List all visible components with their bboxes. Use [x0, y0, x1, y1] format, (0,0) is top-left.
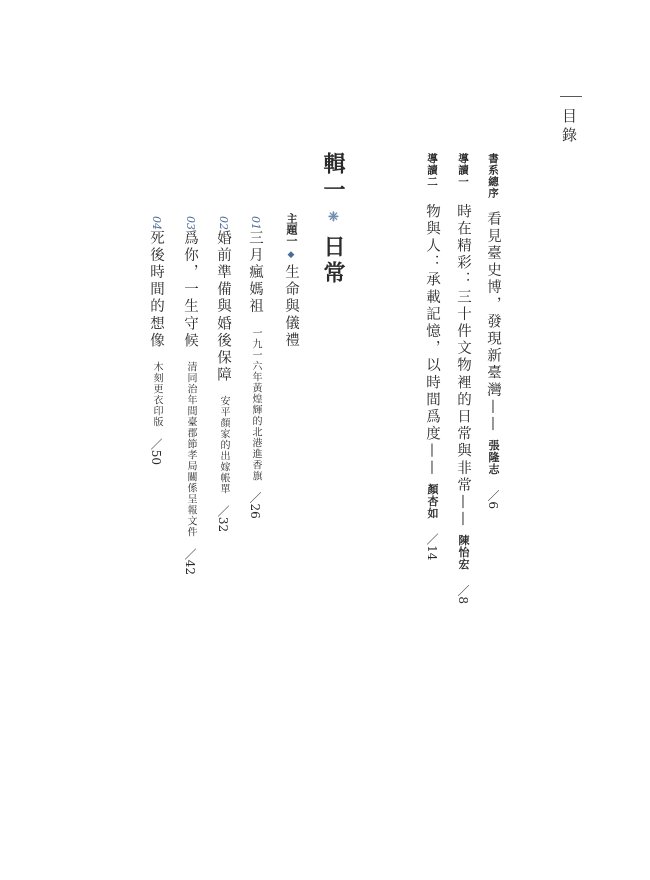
part-heading — [322, 152, 344, 287]
entry-title: 婚前準備與婚後保障 — [215, 230, 231, 384]
entry-author: 張隆志 — [487, 439, 500, 476]
toc-entry-03[interactable] — [182, 216, 198, 575]
entry-subtitle: 清同治年間臺郡節孝局關係呈報文件 — [185, 361, 196, 538]
topic-label: 主題一 — [285, 213, 298, 246]
entry-label: 導讀一 — [457, 153, 469, 188]
entry-dash: —— — [424, 442, 440, 478]
entry-author: 陳怡宏 — [457, 534, 470, 571]
entry-page: ／32 — [216, 504, 230, 533]
entry-subtitle: 一九一六年黃煌輝的北港進香旗 — [250, 327, 261, 482]
entry-title: 死後時間的想像 — [148, 230, 164, 350]
part-label: 輯一 — [320, 152, 346, 204]
toc-entry-02[interactable] — [215, 216, 231, 532]
entry-title: 爲你，一生守候 — [182, 230, 198, 350]
ornament-icon: ❈ — [326, 210, 341, 229]
entry-label: 導讀二 — [426, 153, 438, 188]
entry-page: ／50 — [149, 437, 163, 465]
entry-label: 書系總序 — [487, 153, 499, 199]
toc-title: 目錄 — [560, 108, 578, 146]
diamond-icon: ◆ — [286, 250, 296, 260]
topic-heading — [283, 213, 299, 350]
toc-entry-series-preface[interactable] — [485, 153, 501, 509]
toc-entry-guide-two[interactable] — [424, 153, 440, 560]
part-title: 日常 — [320, 235, 346, 287]
entry-title: 三月瘋媽祖 — [247, 230, 263, 316]
entry-number: 02 — [217, 216, 230, 230]
entry-title: 看見臺史博，發現新臺灣 — [485, 211, 501, 400]
title-marker-line — [560, 96, 582, 97]
entry-page: ／42 — [183, 547, 197, 575]
entry-dash: —— — [485, 399, 501, 434]
toc-entry-04[interactable] — [148, 216, 164, 465]
entry-number: 04 — [150, 216, 163, 230]
toc-entry-guide-one[interactable] — [455, 153, 471, 604]
entry-page: ／6 — [486, 489, 500, 509]
entry-subtitle: 木刻更衣印版 — [151, 361, 162, 428]
entry-page: ／26 — [248, 491, 262, 519]
entry-title: 物與人：承載記憶，以時間爲度 — [424, 203, 440, 443]
entry-page: ／14 — [425, 533, 439, 561]
entry-title: 時在精彩：三十件文物裡的日常與非常 — [455, 203, 471, 495]
toc-entry-01[interactable] — [247, 216, 263, 519]
entry-page: ／8 — [456, 584, 470, 605]
entry-number: 01 — [249, 216, 262, 230]
entry-author: 顏杏如 — [426, 483, 439, 520]
topic-title: 生命與儀禮 — [283, 264, 299, 350]
entry-dash: —— — [455, 494, 471, 529]
entry-subtitle: 安平顏家的出嫁帳單 — [218, 395, 229, 495]
entry-number: 03 — [184, 216, 197, 230]
